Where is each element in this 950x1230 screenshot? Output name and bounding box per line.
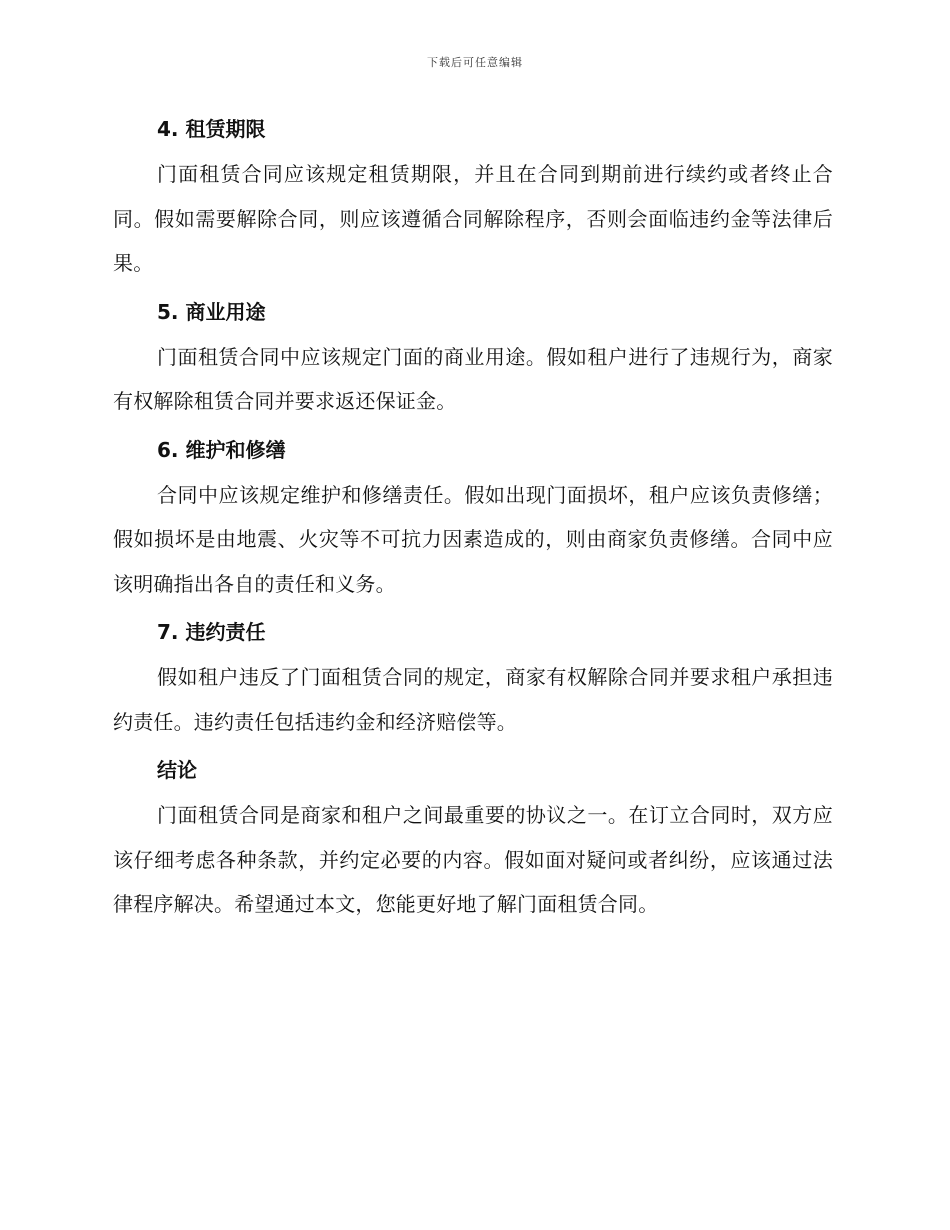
section-paragraph: 门面租赁合同应该规定租赁期限，并且在合同到期前进行续约或者终止合同。假如需要解除合同，则应该遵循合同解除程序，否则会面临违约金等法律后果。 <box>113 162 833 275</box>
section-paragraph: 门面租赁合同是商家和租户之间最重要的协议之一。在订立合同时，双方应该仔细考虑各种条款，并约定必要的内容。假如面对疑问或者纠纷，应该通过法律程序解决。希望通过本文，您能更好地了解门面租赁合同。 <box>113 803 833 916</box>
section-paragraph: 合同中应该规定维护和修缮责任。假如出现门面损坏，租户应该负责修缮；假如损坏是由地震、火灾等不可抗力因素造成的，则由商家负责修缮。合同中应该明确指出各自的责任和义务。 <box>113 482 833 596</box>
section-business-use <box>113 295 833 424</box>
section-heading: 5. 商业用途 <box>157 299 266 324</box>
section-heading: 7. 违约责任 <box>157 620 266 644</box>
section-heading: 4. 租赁期限 <box>157 117 266 141</box>
section-heading: 6. 维护和修缮 <box>157 437 286 462</box>
page-header: 下载后可任意编辑 <box>427 56 523 69</box>
section-paragraph: 门面租赁合同中应该规定门面的商业用途。假如租户进行了违规行为，商家有权解除租赁合同并要求返还保证金。 <box>113 344 833 413</box>
section-paragraph: 假如租户违反了门面租赁合同的规定，商家有权解除合同并要求租户承担违约责任。违约责任包括违约金和经济赔偿等。 <box>113 665 833 734</box>
section-heading: 结论 <box>157 758 197 782</box>
section-conclusion <box>113 753 833 927</box>
section-maintenance <box>113 433 833 607</box>
document-body <box>113 112 833 936</box>
section-lease-term <box>113 112 833 286</box>
section-breach-liability <box>113 615 833 744</box>
